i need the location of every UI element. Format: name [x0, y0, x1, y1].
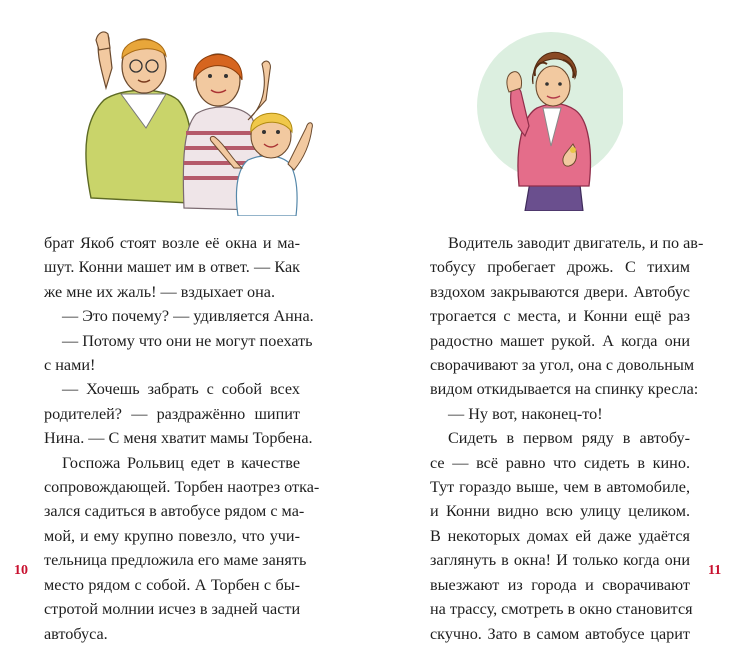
right-page-text [430, 231, 704, 646]
text-line: — Это почему? — удивляется Анна. [62, 307, 314, 326]
text-line: скучно. Зато в самом автобусе царит [430, 624, 690, 643]
text-line: Водитель заводит двигатель, и по ав- [448, 234, 704, 252]
text-line: Нина. — С меня хватит мамы Торбена. [44, 429, 313, 448]
text-line: видом откидывается на спинку кресла: [430, 380, 699, 399]
text-line: выезжают из города и сворачивают [430, 575, 690, 594]
text-line: радостно машет рукой. А когда они [430, 331, 690, 350]
teacher-woman-illustration [423, 26, 623, 211]
text-line: Сидеть в первом ряду в автобу- [448, 429, 690, 448]
text-line: — Хочешь забрать с собой всех [62, 380, 300, 399]
text-line: место рядом с собой. А Торбен с бы- [44, 575, 300, 594]
text-line: се — всё равно что сидеть в кино. [430, 453, 690, 472]
text-line: — Ну вот, наконец-то! [448, 404, 603, 423]
left-page-text [44, 231, 320, 646]
page-number: 11 [708, 563, 722, 578]
text-line: заглянуть в окна! И только когда они [430, 551, 690, 570]
text-line: сопровождающей. Торбен наотрез отка- [44, 478, 320, 497]
text-line: на трассу, смотреть в окно становится [430, 600, 693, 619]
text-line: сворачивают за угол, она с довольным [430, 356, 695, 375]
text-line: тобусу пробегает дрожь. С тихим [430, 258, 690, 277]
right-page [375, 0, 750, 643]
text-line: мой, и ему крупно повезло, что учи- [44, 526, 300, 545]
text-line: Тут гораздо выше, чем в автомобиле, [430, 478, 690, 497]
text-line: шут. Конни машет им в ответ. — Как [44, 258, 300, 277]
text-line: брат Якоб стоят возле её окна и ма- [44, 234, 300, 252]
text-line: родителей? — раздражённо шипит [44, 404, 300, 423]
text-line: трогается с места, и Конни ещё раз [430, 307, 690, 326]
text-line: с нами! [44, 356, 96, 375]
left-page [0, 0, 375, 643]
text-line: В некоторых домах ей даже удаётся [430, 526, 690, 545]
page-number: 10 [14, 563, 28, 578]
text-line: стротой молнии исчез в задней части [44, 600, 301, 619]
text-line: и Конни видно всю улицу целиком. [430, 502, 690, 521]
text-line: автобуса. [44, 624, 108, 643]
text-line: — Потому что они не могут поехать [62, 331, 313, 350]
text-line: Госпожа Рольвиц едет в качестве [62, 453, 300, 472]
text-line: зался садиться в автобусе рядом с ма- [44, 502, 305, 521]
text-line: тельница предложила его маме занять [44, 551, 307, 570]
text-line: же мне их жаль! — вздыхает она. [44, 282, 276, 301]
text-line: вздохом закрываются двери. Автобус [430, 282, 690, 301]
family-waving-illustration [66, 28, 316, 216]
